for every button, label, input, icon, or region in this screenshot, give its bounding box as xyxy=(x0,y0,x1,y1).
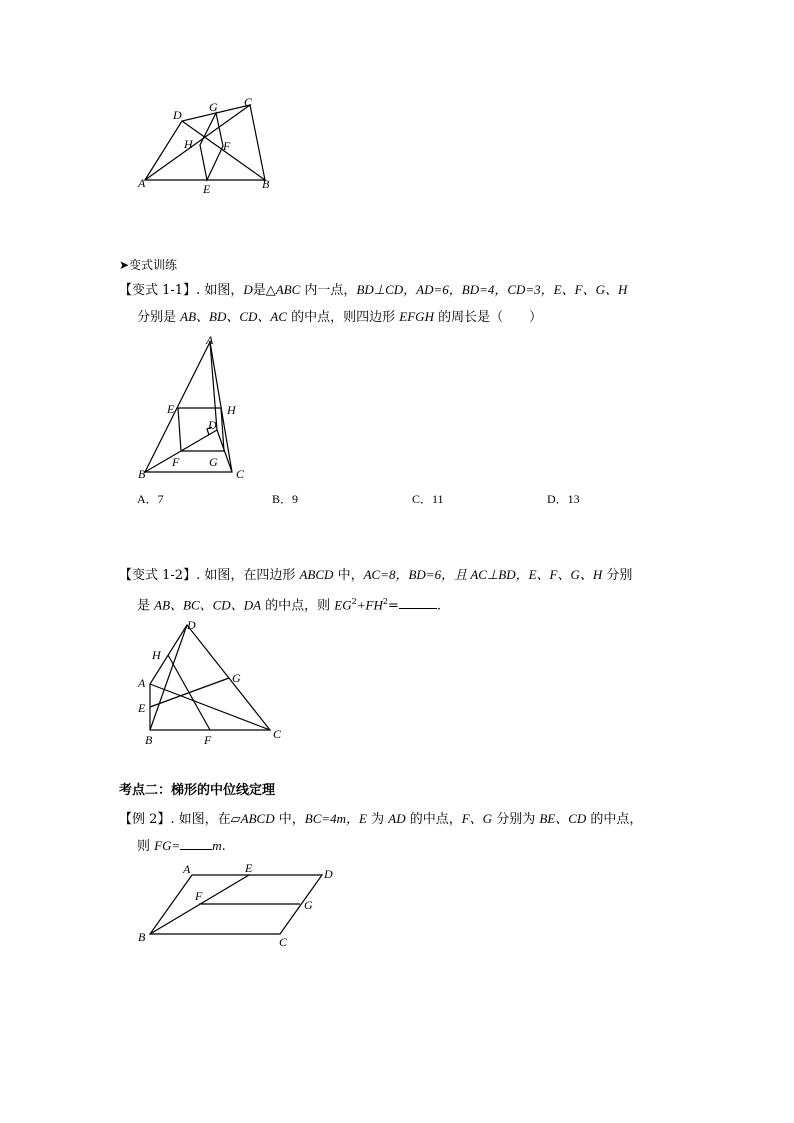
text: . 如图，在四边形 xyxy=(196,568,300,583)
label-a: A xyxy=(138,176,146,190)
text: EG xyxy=(334,597,352,613)
choice-b[interactable]: B．9 xyxy=(272,492,299,506)
variant-1-2-line1 xyxy=(119,566,632,585)
label-f: F xyxy=(204,733,212,747)
text: 内一点， xyxy=(300,283,357,298)
label-b: B xyxy=(138,467,146,481)
text: 分别 xyxy=(602,568,633,583)
trapezoid-figure xyxy=(135,95,295,195)
label-g: G xyxy=(209,100,218,114)
segment-ad xyxy=(210,342,217,430)
label-e: E xyxy=(167,402,175,416)
variant-1-1-line1 xyxy=(119,281,627,300)
text: 的中点， xyxy=(586,812,643,827)
text: 的周长是（ ） xyxy=(433,310,543,325)
label-h: H xyxy=(227,403,236,417)
label-f: F xyxy=(223,139,231,153)
text: ABC xyxy=(275,282,301,297)
text: AD xyxy=(388,811,406,826)
label-b: B xyxy=(262,177,270,191)
answer-blank[interactable] xyxy=(399,596,437,609)
text: BC=4m，E xyxy=(304,811,367,826)
label-g: G xyxy=(209,455,218,469)
text: 2 xyxy=(382,597,388,606)
text: ABCD xyxy=(299,567,334,582)
quadrilateral-figure xyxy=(135,618,295,748)
segment-fh xyxy=(168,655,210,730)
variant-1-1-tag: 【变式 1-1】 xyxy=(119,283,197,298)
text: m xyxy=(212,838,222,853)
text: 是 xyxy=(137,598,155,614)
text: 的中点，则四边形 xyxy=(287,310,400,325)
label-h: H xyxy=(184,137,193,151)
variant-1-1-line2 xyxy=(137,308,542,327)
label-e: E xyxy=(245,861,253,875)
label-f: F xyxy=(172,455,180,469)
triangle-figure xyxy=(135,332,265,482)
text: F、G xyxy=(461,811,493,826)
text: . xyxy=(436,598,441,614)
variant-1-2-line2 xyxy=(137,593,441,615)
text: 中， xyxy=(333,568,364,583)
triangle-outline xyxy=(145,342,232,472)
label-c: C xyxy=(236,467,245,481)
text: . 如图，在▱ xyxy=(170,812,241,827)
choice-a[interactable]: A．7 xyxy=(137,492,164,506)
text: BD⊥CD，AD=6，BD=4，CD=3，E、F、G、H xyxy=(356,282,628,297)
label-c: C xyxy=(279,935,288,949)
text: 为 xyxy=(366,812,389,827)
label-d: D xyxy=(187,618,196,632)
text: 的中点，则 xyxy=(261,598,335,614)
variant-1-2-tag: 【变式 1-2】 xyxy=(119,568,197,583)
label-e: E xyxy=(138,701,146,715)
diagonal-ac xyxy=(145,105,250,180)
label-b: B xyxy=(145,733,153,747)
inner-quad xyxy=(200,113,223,180)
section-2-title: 考点二：梯形的中位线定理 xyxy=(119,783,276,798)
variant-training-heading: ➤变式训练 xyxy=(119,258,178,272)
label-d: D xyxy=(324,867,333,881)
text: FG= xyxy=(154,838,181,853)
text: 则 xyxy=(137,839,155,854)
text: BE、CD xyxy=(539,811,587,826)
label-g: G xyxy=(304,898,313,912)
text: ABCD xyxy=(240,811,275,826)
text: 分别是 xyxy=(137,310,181,325)
label-e: E xyxy=(203,182,211,196)
label-a: A xyxy=(206,333,214,347)
text: AB、BD、CD、AC xyxy=(180,309,288,324)
label-g: G xyxy=(232,671,241,685)
text: 2 xyxy=(351,597,357,606)
label-c: C xyxy=(244,95,253,109)
choice-d[interactable]: D．13 xyxy=(547,492,580,506)
text: EFGH xyxy=(399,309,434,324)
label-a: A xyxy=(138,676,146,690)
label-h: H xyxy=(152,648,161,662)
example-2-line1 xyxy=(119,810,642,829)
text: D xyxy=(243,282,253,297)
text: 是△ xyxy=(252,283,276,298)
text: . xyxy=(221,839,226,854)
text: 中， xyxy=(274,812,305,827)
text: AB、BC、CD、DA xyxy=(154,597,262,613)
text: AC=8，BD=6，且 AC⊥BD，E、F、G、H xyxy=(363,567,603,582)
text: . 如图， xyxy=(196,283,244,298)
label-b: B xyxy=(138,930,146,944)
label-d: D xyxy=(173,108,182,122)
label-d: D xyxy=(208,418,217,432)
label-c: C xyxy=(273,727,282,741)
text: = xyxy=(387,598,399,614)
text: +FH xyxy=(356,597,383,613)
parallelogram-figure xyxy=(135,860,345,950)
choice-c[interactable]: C．11 xyxy=(412,492,444,506)
label-f: F xyxy=(195,889,203,903)
answer-blank[interactable] xyxy=(180,837,212,850)
text: 的中点， xyxy=(405,812,462,827)
text: 分别为 xyxy=(492,812,540,827)
diagonal-bd xyxy=(150,625,187,730)
label-a: A xyxy=(183,862,191,876)
example-2-line2 xyxy=(137,837,226,856)
example-2-tag: 【例 2】 xyxy=(119,812,171,827)
